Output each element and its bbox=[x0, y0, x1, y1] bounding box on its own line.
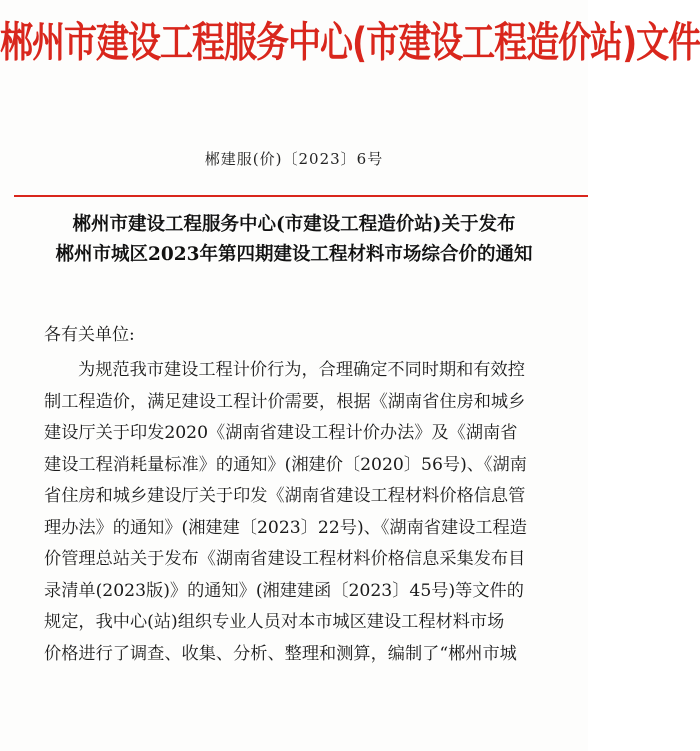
body-line: 制工程造价，满足建设工程计价需要，根据《湖南省住房和城乡 bbox=[44, 391, 526, 412]
body-paragraph bbox=[44, 355, 584, 670]
notice-title-line: 郴州市建设工程服务中心(市建设工程造价站)关于发布 bbox=[72, 214, 516, 235]
body-line: 建设工程消耗量标准》的通知》(湘建价〔2020〕56号)、《湖南 bbox=[44, 454, 527, 475]
body-line: 建设厅关于印发2020《湖南省建设工程计价办法》及《湖南省 bbox=[44, 423, 518, 443]
notice-title bbox=[0, 210, 588, 270]
body-line: 规定，我中心(站)组织专业人员对本市城区建设工程材料市场 bbox=[44, 612, 505, 632]
notice-title-line: 郴州市城区2023年第四期建设工程材料市场综合价的通知 bbox=[55, 244, 533, 265]
header-red-divider bbox=[14, 195, 588, 197]
body-line: 录清单(2023版)》的通知》(湘建建函〔2023〕45号)等文件的 bbox=[44, 580, 524, 601]
body-line: 理办法》的通知》(湘建建〔2023〕22号)、《湖南省建设工程造 bbox=[44, 517, 527, 538]
body-line: 价管理总站关于发布《湖南省建设工程材料价格信息采集发布目 bbox=[44, 549, 526, 569]
body-line: 省住房和城乡建设厅关于印发《湖南省建设工程材料价格信息管 bbox=[44, 486, 526, 506]
body-line: 为规范我市建设工程计价行为，合理确定不同时期和有效控 bbox=[78, 360, 525, 380]
body-line: 价格进行了调查、收集、分析、整理和测算，编制了“郴州市城 bbox=[44, 643, 517, 664]
salutation: 各有关单位: bbox=[44, 325, 135, 345]
issuer-header-title: 郴州市建设工程服务中心(市建设工程造价站)文件 bbox=[0, 17, 700, 67]
document-number: 郴建服(价)〔2023〕6号 bbox=[204, 150, 384, 168]
